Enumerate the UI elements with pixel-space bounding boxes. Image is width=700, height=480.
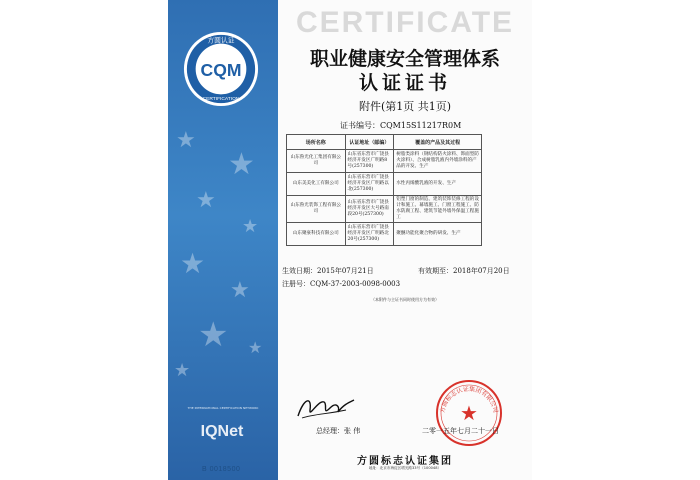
organization-name: 方圆标志认证集团	[357, 456, 453, 467]
table-row	[287, 150, 482, 173]
certificate-subtitle: 认证证书	[358, 72, 451, 94]
table-row	[287, 173, 482, 196]
table-cell: 山东省东营市广饶县经济开发区广明路以北(257300)	[345, 173, 394, 196]
table-cell: 山东省东营市广饶县经济开发区广明路8号(257300)	[345, 150, 394, 173]
table-cell: 聚醚功能化聚合物的研发、生产	[394, 222, 482, 245]
cqm-logo	[182, 30, 260, 108]
issue-date: 二零一五年七月二十一日	[422, 427, 499, 435]
table-cell: 山东省东营市广饶县经济开发区大号路南段20号(257300)	[345, 196, 394, 223]
iqnet-logo	[174, 408, 270, 448]
logo-ring-text: 方圆认证	[207, 36, 235, 45]
column-header: 覆盖的产品及其过程	[394, 135, 482, 150]
validity-note: （本附件与主证书同时使用方为有效）	[371, 297, 439, 302]
star-icon: ★	[198, 315, 229, 355]
table-cell: 山东美美化工有限公司	[287, 173, 346, 196]
serial-number: B 0018500	[202, 466, 241, 473]
certificate	[168, 0, 532, 480]
star-icon: ★	[242, 216, 259, 237]
svg-text:★: ★	[460, 401, 478, 425]
logo-text: CQM	[200, 59, 242, 80]
certificate-title: 职业健康安全管理体系	[309, 48, 500, 70]
logo-sub-text: CERTIFICATION	[202, 97, 240, 103]
signature-icon	[294, 392, 358, 424]
table-cell: 铝塑门窗的制造、建筑装饰装修工程的设计和施工、幕墙施工、门窗工程施工、防水防腐工程、建筑节能外墙外保温工程施工	[394, 196, 482, 223]
appendix-label: 附件(第1页 共1页)	[358, 100, 452, 113]
table-cell: 山东鲁光化工集团有限公司	[287, 150, 346, 173]
organization-address: 地址：北京市海淀区增光路33号（100048）	[368, 466, 442, 470]
iqnet-logo-text: IQNet	[200, 423, 244, 440]
valid-to: 有效期至：2018年07月20日	[418, 267, 510, 275]
certificate-watermark: CERTIFICATE	[295, 6, 515, 39]
star-icon: ★	[176, 128, 196, 153]
official-seal	[434, 378, 504, 448]
star-icon: ★	[248, 338, 263, 357]
certificate-number: 证书编号：CQM15S11217R0M	[340, 121, 462, 130]
blue-side-band	[168, 0, 278, 480]
star-icon: ★	[230, 278, 250, 303]
registration-number: 注册号：CQM-37-2003-0098-0003	[282, 280, 401, 288]
column-header: 认证地址（邮编）	[345, 135, 394, 150]
general-manager: 总经理：张 伟	[316, 427, 361, 435]
iqnet-caption: THE INTERNATIONAL CERTIFICATION NETWORK	[187, 406, 259, 410]
valid-from: 生效日期：2015年07月21日	[282, 267, 374, 275]
table-cell: 树脂类涂料（钢结构防火涂料、饰面型防火涂料）、合成树脂乳液内外墙涂料的产品的开发、生产	[394, 150, 482, 173]
column-header: 场所名称	[287, 135, 346, 150]
star-icon: ★	[180, 247, 206, 280]
table-cell: 山东聚豪科技有限公司	[287, 222, 346, 245]
annex-table	[286, 134, 482, 246]
table-row	[287, 222, 482, 245]
table-header-row	[287, 135, 482, 150]
seal-text: 方圆标志认证集团有限公司	[439, 385, 499, 414]
table-row	[287, 196, 482, 223]
table-cell: 山东省东营市广饶县经济开发区广明路北20号(257300)	[345, 222, 394, 245]
star-icon: ★	[196, 188, 216, 213]
star-icon: ★	[228, 147, 255, 182]
table-cell: 水性丙烯酸乳液的开发、生产	[394, 173, 482, 196]
table-cell: 山东鲁光装饰工程有限公司	[287, 196, 346, 223]
star-icon: ★	[174, 360, 191, 381]
